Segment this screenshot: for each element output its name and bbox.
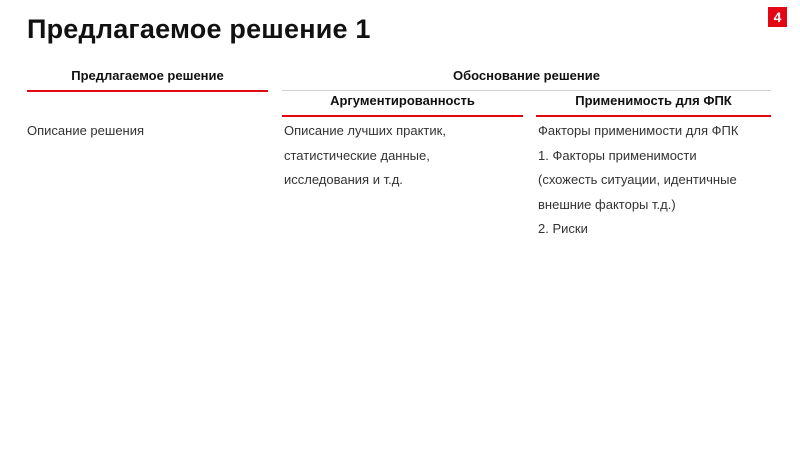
group-header-rule [282,90,771,91]
col3-header-rule [536,115,771,117]
cell-line: (схожесть ситуации, идентичные [538,172,737,187]
cell-applicability [538,119,738,242]
cell-line: статистические данные, [284,147,430,163]
col-header-applicability: Применимость для ФПК [575,93,732,108]
col2-header-rule [282,115,523,117]
group-header-justification: Обоснование решение [453,68,600,83]
cell-line: 2. Риски [538,221,588,236]
cell-solution-description [27,119,144,144]
cell-argumentation [284,119,446,193]
cell-line: внешние факторы т.д.) [538,196,676,212]
cell-line: 1. Факторы применимости [538,147,697,163]
cell-line: исследования и т.д. [284,172,403,187]
col-header-proposed-solution: Предлагаемое решение [71,68,224,83]
cell-line: Описание лучших практик, [284,123,446,138]
cell-line: Описание решения [27,123,145,138]
cell-line: Факторы применимости для ФПК [538,123,739,138]
slide-title: Предлагаемое решение 1 [27,14,371,44]
col1-header-rule [27,90,268,92]
col-header-argumentation: Аргументированность [330,93,475,108]
page-number-badge: 4 [768,7,787,27]
